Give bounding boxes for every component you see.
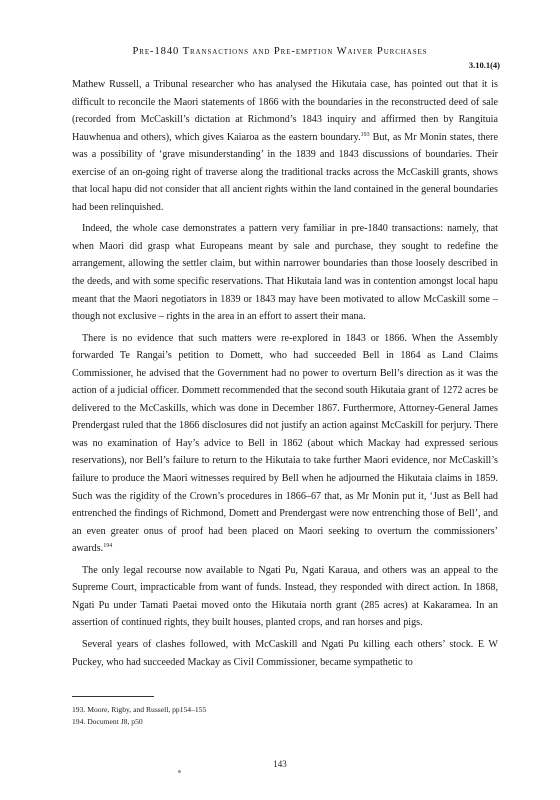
paragraph-1-text-a: Mathew Russell, a Tribunal researcher who has analysed the Hikutaia case, has pointed out that it is difficult to reconcile the Maori statements of 1866 with the boundaries in the reconstructed deed of sale (recorded from McCaskill’s dictation at Richmond’s 1843 inquiry and affirmed then by Rangituia Hauwhenua and others), which gives Kaiaroa as the eastern boundary. bbox=[72, 79, 498, 143]
paragraph-1 bbox=[72, 76, 498, 216]
running-head: Pre-1840 Transactions and Pre-emption Waiver Purchases bbox=[132, 46, 428, 57]
paragraph-5: Several years of clashes followed, with McCaskill and Ngati Pu killing each others’ stock. E W Puckey, who had succeeded Mackay as Civil Commissioner, became sympathetic to bbox=[72, 638, 498, 668]
footnote-divider bbox=[72, 696, 154, 697]
section-number: 3.10.1(4) bbox=[468, 60, 500, 70]
paragraph-1-text-b: But, as Mr Monin states, there was a possibility of ‘grave misunderstanding’ in the 1839 and 1843 discussions of boundaries. Their exercise of an on-going right of traverse along the traditional tracks across the McCaskill grants, shows that local hapu did not consider that all ancient rights within the land contained in the general boundaries had been relinquished. bbox=[72, 131, 498, 213]
body-text bbox=[72, 76, 498, 675]
paragraph-3 bbox=[72, 330, 498, 558]
footnote-194: 194. Document J8, p50 bbox=[72, 717, 143, 727]
paragraph-4: The only legal recourse now available to Ngati Pu, Ngati Karaua, and others was an appeal to the Supreme Court, impracticable from want of funds. Instead, they responded with direct action. In 1868, Ngati Pu under Tamati Paetai moved onto the Hikutaia north grant (285 acres) at Kakaramea. In an assertion of continued rights, they built houses, planted crops, and ran horses and pigs. bbox=[72, 564, 498, 629]
page-number: 143 bbox=[273, 759, 287, 769]
footnote-ref-193[interactable]: 193 bbox=[360, 131, 370, 138]
footnote-ref-194[interactable]: 194 bbox=[103, 543, 113, 550]
scan-speck bbox=[178, 770, 181, 773]
paragraph-3-text: There is no evidence that such matters were re-explored in 1843 or 1866. When the Assembly forwarded Te Rangai’s petition to Domett, who had succeeded Bell in 1864 as Land Claims Commissioner, he advised that the Government had no power to overturn Bell’s direction as it was the action of a judicial officer. Dommett recommended that the second south Hikutaia grant of 1272 acres be delivered to the McCaskills, which was done in December 1867. Furthermore, Attorney-General James Prendergast ruled that the 1866 disclosures did not justify an action against McCaskill for perjury. There was no examination of Hay’s advice to Bell in 1862 (about which Mackay had expressed serious reservations), nor Bell’s failure to return to the Hikutaia to take further Maori evidence, nor McCaskill’s failure to produce the Maori witnesses required by Bell when he adjourned the Hikutaia claims in 1859. Such was the rigidity of the Crown’s procedures in 1866–67 that, as Mr Monin put it, ‘Just as Bell had entrenched the findings of Richmond, Domett and Prendergast were now entrenching those of Bell’, and an even greater onus of proof had been placed on Maori seeking to overturn the commissioners’ awards. bbox=[72, 332, 498, 555]
footnotes bbox=[72, 704, 498, 729]
paragraph-2: Indeed, the whole case demonstrates a pattern very familiar in pre-1840 transactions: namely, that when Maori did grasp what Europeans meant by sale and purchase, they sought to redefine the arrangement, allowing the settler claim, but within narrower boundaries than those loosely described in the deeds, and with some specific reservations. That Hikutaia land was in contention amongst local hapu meant that the Maori negotiators in 1839 or 1843 may have been motivated to allow McCaskill some – though not exclusive – rights in the area in an effort to assert their mana. bbox=[72, 223, 498, 323]
footnote-193: 193. Moore, Rigby, and Russell, pp154–155 bbox=[72, 705, 207, 714]
